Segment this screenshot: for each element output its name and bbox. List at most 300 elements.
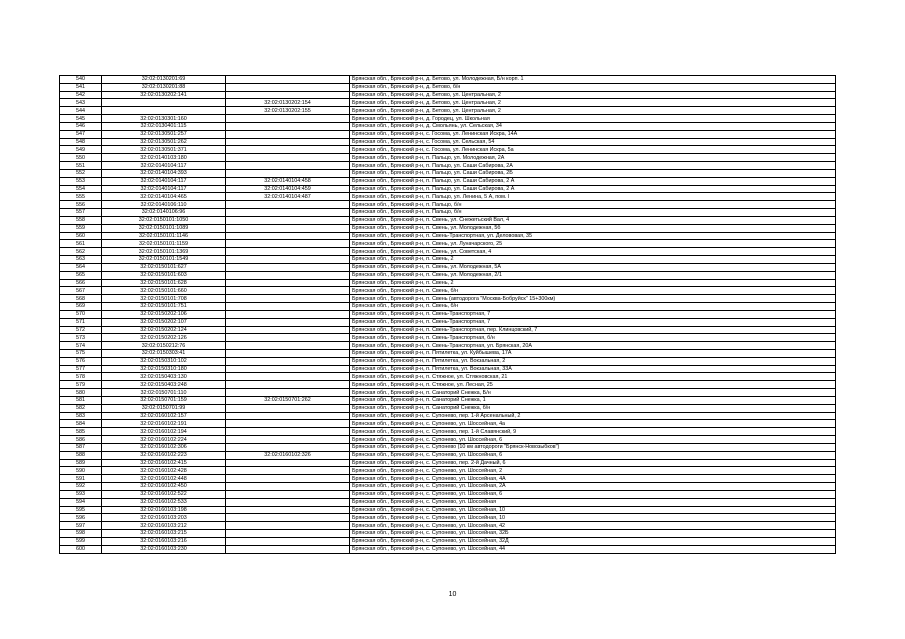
- cadastral-number-cell: 32:02:0150101:603: [102, 271, 226, 279]
- table-row: [60, 357, 836, 365]
- table-row: [60, 522, 836, 530]
- row-number-cell: 552: [60, 169, 102, 177]
- address-cell: Брянская обл., Брянский р-н, д. Бетово, ул. Центральная, 2: [350, 107, 836, 115]
- cadastral-number-cell: 32:02:0150202:124: [102, 326, 226, 334]
- address-cell: Брянская обл., Брянский р-н, с. Супонево, пер. 1-й Арсенальный, 2: [350, 412, 836, 420]
- address-cell: Брянская обл., Брянский р-н, п. Свень (автодорога "Москва-Бобруйск" 15+300км): [350, 295, 836, 303]
- table-row: [60, 271, 836, 279]
- table-row: [60, 342, 836, 350]
- address-cell: Брянская обл., Брянский р-н, п. Свень-Транспортная, ул. Делововая, 35: [350, 232, 836, 240]
- row-number-cell: 551: [60, 162, 102, 170]
- address-cell: Брянская обл., Брянский р-н, п. Пальцо, ул. Саши Сабирова, 2А: [350, 162, 836, 170]
- row-number-cell: 574: [60, 342, 102, 350]
- address-cell: Брянская обл., Брянский р-н, п. Пятилетка, ул. Вокзальная, 2: [350, 357, 836, 365]
- cadastral-number-cell: 32:02:0150701:99: [102, 404, 226, 412]
- cadastral-number-cell: 32:02:0150403:248: [102, 381, 226, 389]
- row-number-cell: 590: [60, 467, 102, 475]
- cadastral-number-cell: 32:02:0160102:448: [102, 475, 226, 483]
- linked-cadastral-number-cell: [226, 115, 350, 123]
- table-row: [60, 530, 836, 538]
- table-row: [60, 506, 836, 514]
- linked-cadastral-number-cell: [226, 342, 350, 350]
- cadastral-number-cell: 32:02:0150701:159: [102, 396, 226, 404]
- linked-cadastral-number-cell: [226, 146, 350, 154]
- table-row: [60, 130, 836, 138]
- table-row: [60, 99, 836, 107]
- table-row: [60, 483, 836, 491]
- linked-cadastral-number-cell: [226, 130, 350, 138]
- cadastral-number-cell: 32:02:0160102:306: [102, 443, 226, 451]
- row-number-cell: 541: [60, 83, 102, 91]
- table-row: [60, 326, 836, 334]
- table-row: [60, 146, 836, 154]
- row-number-cell: 568: [60, 295, 102, 303]
- cadastral-number-cell: 32:02:0130501:262: [102, 138, 226, 146]
- address-cell: Брянская обл., Брянский р-н, п. Санаторий Снежка, Б/н: [350, 389, 836, 397]
- address-cell: Брянская обл., Брянский р-н, п. Свень, ул. Снежетьский Вал, 4: [350, 216, 836, 224]
- table-row: [60, 295, 836, 303]
- cadastral-number-cell: 32:02:0150101:627: [102, 263, 226, 271]
- cadastral-number-cell: 32:02:0130201:88: [102, 83, 226, 91]
- table-row: [60, 514, 836, 522]
- linked-cadastral-number-cell: [226, 122, 350, 130]
- linked-cadastral-number-cell: [226, 169, 350, 177]
- address-cell: Брянская обл., Брянский р-н, п. Пальцо, б/н: [350, 209, 836, 217]
- address-cell: Брянская обл., Брянский р-н, п. Свень, 2: [350, 279, 836, 287]
- table-row: [60, 451, 836, 459]
- table-row: [60, 459, 836, 467]
- linked-cadastral-number-cell: [226, 310, 350, 318]
- table-row: [60, 373, 836, 381]
- linked-cadastral-number-cell: [226, 162, 350, 170]
- table-row: [60, 185, 836, 193]
- row-number-cell: 543: [60, 99, 102, 107]
- cadastral-number-cell: 32:02:0160102:223: [102, 451, 226, 459]
- table-row: [60, 537, 836, 545]
- table-row: [60, 209, 836, 217]
- cadastral-number-cell: 32:02:0130501:371: [102, 146, 226, 154]
- cadastral-number-cell: 32:02:0150310:102: [102, 357, 226, 365]
- linked-cadastral-number-cell: [226, 138, 350, 146]
- row-number-cell: 578: [60, 373, 102, 381]
- cadastral-number-cell: 32:02:0160103:230: [102, 545, 226, 553]
- table-row: [60, 436, 836, 444]
- table-row: [60, 443, 836, 451]
- row-number-cell: 577: [60, 365, 102, 373]
- table-row: [60, 154, 836, 162]
- address-cell: Брянская обл., Брянский р-н, д. Бетово, ул. Центральная, 2: [350, 91, 836, 99]
- linked-cadastral-number-cell: 32:02:0130202:155: [226, 107, 350, 115]
- table-row: [60, 193, 836, 201]
- row-number-cell: 598: [60, 530, 102, 538]
- address-cell: Брянская обл., Брянский р-н, п. Свень, ул. Молодежная, 2/1: [350, 271, 836, 279]
- table-row: [60, 91, 836, 99]
- cadastral-number-cell: 32:02:0150101:1549: [102, 256, 226, 264]
- table-row: [60, 428, 836, 436]
- cadastral-number-cell: 32:02:0150202:106: [102, 310, 226, 318]
- linked-cadastral-number-cell: [226, 240, 350, 248]
- address-cell: Брянская обл., Брянский р-н, п. Свень, 2: [350, 256, 836, 264]
- linked-cadastral-number-cell: [226, 263, 350, 271]
- address-cell: Брянская обл., Брянский р-н, п. Пальцо, ул. Молодежная, 2А: [350, 154, 836, 162]
- cadastral-number-cell: 32:02:0150101:708: [102, 295, 226, 303]
- linked-cadastral-number-cell: [226, 522, 350, 530]
- linked-cadastral-number-cell: [226, 279, 350, 287]
- linked-cadastral-number-cell: [226, 506, 350, 514]
- table-body: [60, 76, 836, 554]
- row-number-cell: 571: [60, 318, 102, 326]
- cadastral-number-cell: 32:02:0140104:117: [102, 177, 226, 185]
- address-cell: Брянская обл., Брянский р-н, д. Смольянь, ул. Сельская, 34: [350, 122, 836, 130]
- cadastral-number-cell: 32:02:0140103:180: [102, 154, 226, 162]
- table-row: [60, 412, 836, 420]
- table-row: [60, 490, 836, 498]
- linked-cadastral-number-cell: 32:02:0140104:459: [226, 185, 350, 193]
- address-cell: Брянская обл., Брянский р-н, с. Госома, ул. Ленинская Искра, 14А: [350, 130, 836, 138]
- table-row: [60, 381, 836, 389]
- cadastral-number-cell: 32:02:0160102:533: [102, 498, 226, 506]
- address-cell: Брянская обл., Брянский р-н, п. Свень, б/н: [350, 303, 836, 311]
- address-cell: Брянская обл., Брянский р-н, с. Супонево, ул. Шоссейная, 32Д: [350, 537, 836, 545]
- linked-cadastral-number-cell: [226, 216, 350, 224]
- table-row: [60, 396, 836, 404]
- row-number-cell: 573: [60, 334, 102, 342]
- cadastral-number-cell: 32:02:0150101:1369: [102, 248, 226, 256]
- cadastral-number-cell: 32:02:0160102:522: [102, 490, 226, 498]
- row-number-cell: 566: [60, 279, 102, 287]
- linked-cadastral-number-cell: [226, 483, 350, 491]
- linked-cadastral-number-cell: [226, 334, 350, 342]
- linked-cadastral-number-cell: [226, 201, 350, 209]
- linked-cadastral-number-cell: [226, 248, 350, 256]
- linked-cadastral-number-cell: [226, 232, 350, 240]
- linked-cadastral-number-cell: [226, 373, 350, 381]
- address-cell: Брянская обл., Брянский р-н, с. Супонево, ул. Шоссейная, 4А: [350, 475, 836, 483]
- row-number-cell: 594: [60, 498, 102, 506]
- cadastral-number-cell: 32:02:0140104:117: [102, 162, 226, 170]
- cadastral-number-cell: 32:02:0150101:1050: [102, 216, 226, 224]
- table-row: [60, 467, 836, 475]
- row-number-cell: 588: [60, 451, 102, 459]
- row-number-cell: 549: [60, 146, 102, 154]
- row-number-cell: 599: [60, 537, 102, 545]
- cadastral-number-cell: 32:02:0150101:1146: [102, 232, 226, 240]
- cadastral-number-cell: 32:02:0150202:126: [102, 334, 226, 342]
- linked-cadastral-number-cell: [226, 271, 350, 279]
- linked-cadastral-number-cell: [226, 76, 350, 84]
- row-number-cell: 592: [60, 483, 102, 491]
- address-cell: Брянская обл., Брянский р-н, п. Стяжное, ул. Лесная, 25: [350, 381, 836, 389]
- linked-cadastral-number-cell: [226, 357, 350, 365]
- table-row: [60, 248, 836, 256]
- address-cell: Брянская обл., Брянский р-н, с. Супонево, ул. Шоссейная: [350, 498, 836, 506]
- address-cell: Брянская обл., Брянский р-н, с. Супонево, ул. Шоссейная, 44: [350, 545, 836, 553]
- linked-cadastral-number-cell: [226, 154, 350, 162]
- linked-cadastral-number-cell: 32:02:0150701:262: [226, 396, 350, 404]
- row-number-cell: 558: [60, 216, 102, 224]
- address-cell: Брянская обл., Брянский р-н, с. Супонево, ул. Шоссейная, 42: [350, 522, 836, 530]
- linked-cadastral-number-cell: [226, 514, 350, 522]
- row-number-cell: 570: [60, 310, 102, 318]
- row-number-cell: 575: [60, 349, 102, 357]
- row-number-cell: 583: [60, 412, 102, 420]
- linked-cadastral-number-cell: [226, 326, 350, 334]
- address-cell: Брянская обл., Брянский р-н, д. Бетово, б/н: [350, 83, 836, 91]
- address-cell: Брянская обл., Брянский р-н, с. Супонево, ул. Шоссейная, 32Б: [350, 530, 836, 538]
- row-number-cell: 550: [60, 154, 102, 162]
- table-row: [60, 365, 836, 373]
- linked-cadastral-number-cell: [226, 91, 350, 99]
- table-row: [60, 76, 836, 84]
- row-number-cell: 587: [60, 443, 102, 451]
- row-number-cell: 545: [60, 115, 102, 123]
- address-cell: Брянская обл., Брянский р-н, с. Госома, ул. Ленинская Искра, 5а: [350, 146, 836, 154]
- cadastral-number-cell: 32:02:0150101:660: [102, 287, 226, 295]
- linked-cadastral-number-cell: [226, 287, 350, 295]
- address-cell: Брянская обл., Брянский р-н, с. Госома, ул. Сельская, 54: [350, 138, 836, 146]
- row-number-cell: 576: [60, 357, 102, 365]
- linked-cadastral-number-cell: [226, 475, 350, 483]
- row-number-cell: 562: [60, 248, 102, 256]
- linked-cadastral-number-cell: [226, 389, 350, 397]
- table-row: [60, 115, 836, 123]
- address-cell: Брянская обл., Брянский р-н, п. Пятилетка, ул. Куйбышева, 17А: [350, 349, 836, 357]
- address-cell: Брянская обл., Брянский р-н, п. Свень, ул. Молодежная, 5А: [350, 263, 836, 271]
- cadastral-number-cell: 32:02:0130201:69: [102, 76, 226, 84]
- linked-cadastral-number-cell: [226, 404, 350, 412]
- linked-cadastral-number-cell: [226, 318, 350, 326]
- address-cell: Брянская обл., Брянский р-н, п. Свень, б/н: [350, 287, 836, 295]
- table-row: [60, 83, 836, 91]
- linked-cadastral-number-cell: [226, 256, 350, 264]
- cadastral-number-cell: 32:02:0160102:191: [102, 420, 226, 428]
- table-row: [60, 224, 836, 232]
- linked-cadastral-number-cell: [226, 545, 350, 553]
- table-row: [60, 107, 836, 115]
- linked-cadastral-number-cell: 32:02:0140104:458: [226, 177, 350, 185]
- linked-cadastral-number-cell: [226, 490, 350, 498]
- page-number: 10: [448, 591, 457, 598]
- row-number-cell: 572: [60, 326, 102, 334]
- row-number-cell: 585: [60, 428, 102, 436]
- address-cell: Брянская обл., Брянский р-н, с. Супонево, ул. Шоссейная, 2А: [350, 483, 836, 491]
- cadastral-number-cell: 32:02:0130501:257: [102, 130, 226, 138]
- address-cell: Брянская обл., Брянский р-н, п. Пальцо, б/н: [350, 201, 836, 209]
- row-number-cell: 563: [60, 256, 102, 264]
- linked-cadastral-number-cell: [226, 498, 350, 506]
- row-number-cell: 564: [60, 263, 102, 271]
- cadastral-number-cell: 32:02:0150310:180: [102, 365, 226, 373]
- row-number-cell: 561: [60, 240, 102, 248]
- address-cell: Брянская обл., Брянский р-н, п. Свень, ул. Молодежная, 5б: [350, 224, 836, 232]
- row-number-cell: 544: [60, 107, 102, 115]
- table-row: [60, 420, 836, 428]
- row-number-cell: 559: [60, 224, 102, 232]
- row-number-cell: 586: [60, 436, 102, 444]
- cadastral-number-cell: 32:02:0160102:224: [102, 436, 226, 444]
- row-number-cell: 596: [60, 514, 102, 522]
- address-cell: Брянская обл., Брянский р-н, п. Свень-Транспортная, 7: [350, 310, 836, 318]
- cadastral-number-cell: 32:02:0160102:450: [102, 483, 226, 491]
- cadastral-number-cell: 32:02:0150101:628: [102, 279, 226, 287]
- cadastral-number-cell: 32:02:0150701:110: [102, 389, 226, 397]
- linked-cadastral-number-cell: [226, 303, 350, 311]
- linked-cadastral-number-cell: [226, 537, 350, 545]
- row-number-cell: 591: [60, 475, 102, 483]
- cadastral-number-cell: [102, 107, 226, 115]
- linked-cadastral-number-cell: [226, 381, 350, 389]
- cadastral-number-cell: 32:02:0150202:107: [102, 318, 226, 326]
- row-number-cell: 595: [60, 506, 102, 514]
- address-cell: Брянская обл., Брянский р-н, п. Пальцо, ул. Саши Сабирова, 2Б: [350, 169, 836, 177]
- address-cell: Брянская обл., Брянский р-н, с. Супонево (10 км автодороги "Брянск-Новозыбков"): [350, 443, 836, 451]
- address-cell: Брянская обл., Брянский р-н, п. Свень-Транспортная, ул. Брянская, 20А: [350, 342, 836, 350]
- row-number-cell: 589: [60, 459, 102, 467]
- address-cell: Брянская обл., Брянский р-н, с. Супонево, ул. Шоссейная, 6: [350, 451, 836, 459]
- cadastral-number-cell: 32:02:0160102:157: [102, 412, 226, 420]
- cadastral-number-cell: 32:02:0160102:415: [102, 459, 226, 467]
- table-row: [60, 389, 836, 397]
- table-row: [60, 216, 836, 224]
- property-register-table: [59, 75, 836, 554]
- address-cell: Брянская обл., Брянский р-н, с. Супонево, пер. 2-й Дачный, 6: [350, 459, 836, 467]
- cadastral-number-cell: 32:02:0160102:428: [102, 467, 226, 475]
- table-row: [60, 201, 836, 209]
- table-row: [60, 334, 836, 342]
- linked-cadastral-number-cell: [226, 420, 350, 428]
- address-cell: Брянская обл., Брянский р-н, п. Пятилетка, ул. Вокзальная, 33А: [350, 365, 836, 373]
- linked-cadastral-number-cell: [226, 459, 350, 467]
- linked-cadastral-number-cell: [226, 365, 350, 373]
- address-cell: Брянская обл., Брянский р-н, п. Стяжное, ул. Стяжновская, 21: [350, 373, 836, 381]
- table-row: [60, 404, 836, 412]
- linked-cadastral-number-cell: [226, 428, 350, 436]
- row-number-cell: 556: [60, 201, 102, 209]
- linked-cadastral-number-cell: [226, 467, 350, 475]
- row-number-cell: 565: [60, 271, 102, 279]
- row-number-cell: 553: [60, 177, 102, 185]
- address-cell: Брянская обл., Брянский р-н, с. Супонево, ул. Шоссейная, 10: [350, 514, 836, 522]
- table-row: [60, 263, 836, 271]
- cadastral-number-cell: 32:02:0140104:465: [102, 193, 226, 201]
- table-row: [60, 232, 836, 240]
- linked-cadastral-number-cell: 32:02:0130202:154: [226, 99, 350, 107]
- row-number-cell: 542: [60, 91, 102, 99]
- address-cell: Брянская обл., Брянский р-н, д. Бетово, ул. Молодежная, Б/н корп. 1: [350, 76, 836, 84]
- linked-cadastral-number-cell: [226, 436, 350, 444]
- row-number-cell: 593: [60, 490, 102, 498]
- linked-cadastral-number-cell: [226, 209, 350, 217]
- address-cell: Брянская обл., Брянский р-н, с. Супонево, ул. Шоссейная, 6: [350, 436, 836, 444]
- address-cell: Брянская обл., Брянский р-н, п. Свень, ул. Луначарского, 25: [350, 240, 836, 248]
- linked-cadastral-number-cell: [226, 349, 350, 357]
- row-number-cell: 547: [60, 130, 102, 138]
- address-cell: Брянская обл., Брянский р-н, с. Супонево, ул. Шоссейная, 6: [350, 490, 836, 498]
- linked-cadastral-number-cell: [226, 83, 350, 91]
- cadastral-number-cell: 32:02:0160103:198: [102, 506, 226, 514]
- linked-cadastral-number-cell: [226, 530, 350, 538]
- table-row: [60, 287, 836, 295]
- address-cell: Брянская обл., Брянский р-н, с. Супонево, пер. 1-й Славянский, 9: [350, 428, 836, 436]
- cadastral-number-cell: 32:02:0150101:1159: [102, 240, 226, 248]
- row-number-cell: 600: [60, 545, 102, 553]
- table-row: [60, 279, 836, 287]
- row-number-cell: 579: [60, 381, 102, 389]
- address-cell: Брянская обл., Брянский р-н, п. Санаторий Снежка, б/н: [350, 404, 836, 412]
- address-cell: Брянская обл., Брянский р-н, п. Пальцо, ул. Саши Сабирова, 2 А: [350, 177, 836, 185]
- cadastral-number-cell: 32:02:0130202:141: [102, 91, 226, 99]
- cadastral-number-cell: 32:02:0130401:115: [102, 122, 226, 130]
- table-row: [60, 318, 836, 326]
- table-row: [60, 162, 836, 170]
- address-cell: Брянская обл., Брянский р-н, д. Городец, ул. Школьная: [350, 115, 836, 123]
- linked-cadastral-number-cell: [226, 443, 350, 451]
- cadastral-number-cell: 32:02:0150212:76: [102, 342, 226, 350]
- table-row: [60, 475, 836, 483]
- linked-cadastral-number-cell: [226, 295, 350, 303]
- row-number-cell: 546: [60, 122, 102, 130]
- address-cell: Брянская обл., Брянский р-н, п. Санаторий Снежка, 1: [350, 396, 836, 404]
- cadastral-number-cell: 32:02:0150403:130: [102, 373, 226, 381]
- row-number-cell: 597: [60, 522, 102, 530]
- table-row: [60, 498, 836, 506]
- table-row: [60, 177, 836, 185]
- cadastral-number-cell: 32:02:0160103:212: [102, 522, 226, 530]
- row-number-cell: 560: [60, 232, 102, 240]
- row-number-cell: 580: [60, 389, 102, 397]
- address-cell: Брянская обл., Брянский р-н, п. Свень-Транспортная, 7: [350, 318, 836, 326]
- table-row: [60, 240, 836, 248]
- table-row: [60, 169, 836, 177]
- cadastral-number-cell: 32:02:0160103:216: [102, 537, 226, 545]
- cadastral-number-cell: 32:02:0160103:215: [102, 530, 226, 538]
- address-cell: Брянская обл., Брянский р-н, п. Пальцо, ул. Ленина, 5 А, пом. I: [350, 193, 836, 201]
- cadastral-number-cell: 32:02:0140106:110: [102, 201, 226, 209]
- address-cell: Брянская обл., Брянский р-н, с. Супонево, ул. Шоссейная, 4а: [350, 420, 836, 428]
- row-number-cell: 555: [60, 193, 102, 201]
- row-number-cell: 554: [60, 185, 102, 193]
- address-cell: Брянская обл., Брянский р-н, п. Пальцо, ул. Саши Сабирова, 2 А: [350, 185, 836, 193]
- linked-cadastral-number-cell: 32:02:0160102:326: [226, 451, 350, 459]
- cadastral-number-cell: 32:02:0140104:117: [102, 185, 226, 193]
- linked-cadastral-number-cell: 32:02:0140104:487: [226, 193, 350, 201]
- table-row: [60, 303, 836, 311]
- table-row: [60, 138, 836, 146]
- row-number-cell: 548: [60, 138, 102, 146]
- address-cell: Брянская обл., Брянский р-н, д. Бетово, ул. Центральная, 2: [350, 99, 836, 107]
- table-row: [60, 349, 836, 357]
- cadastral-number-cell: 32:02:0160103:203: [102, 514, 226, 522]
- cadastral-number-cell: 32:02:0150303:41: [102, 349, 226, 357]
- table-row: [60, 545, 836, 553]
- address-cell: Брянская обл., Брянский р-н, п. Свень-Транспортная, пер. Клинцовский, 7: [350, 326, 836, 334]
- row-number-cell: 540: [60, 76, 102, 84]
- cadastral-number-cell: 32:02:0150101:1089: [102, 224, 226, 232]
- table-row: [60, 256, 836, 264]
- address-cell: Брянская обл., Брянский р-н, п. Свень, ул. Советская, 4: [350, 248, 836, 256]
- linked-cadastral-number-cell: [226, 224, 350, 232]
- row-number-cell: 569: [60, 303, 102, 311]
- table-row: [60, 122, 836, 130]
- row-number-cell: 567: [60, 287, 102, 295]
- cadastral-number-cell: 32:02:0140104:393: [102, 169, 226, 177]
- cadastral-number-cell: 32:02:0130301:160: [102, 115, 226, 123]
- row-number-cell: 582: [60, 404, 102, 412]
- row-number-cell: 581: [60, 396, 102, 404]
- cadastral-number-cell: 32:02:0140106:96: [102, 209, 226, 217]
- table-row: [60, 310, 836, 318]
- row-number-cell: 557: [60, 209, 102, 217]
